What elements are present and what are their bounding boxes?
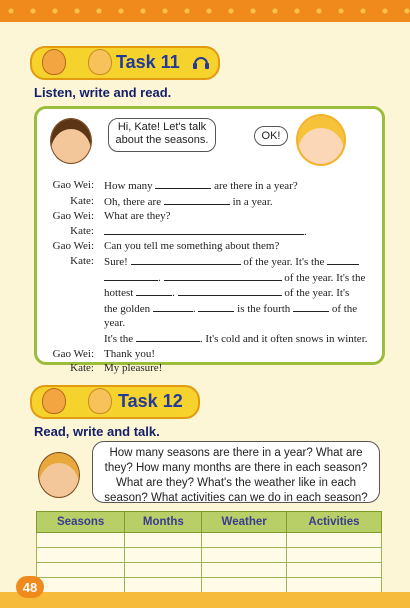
- line-text: What are they?: [104, 210, 171, 223]
- speaker-label: [40, 285, 104, 301]
- speaker-label: Gao Wei:: [52, 210, 94, 223]
- dialogue-line: [40, 209, 375, 224]
- table-row: [37, 563, 382, 578]
- answer-blank[interactable]: [104, 224, 304, 235]
- answer-blank[interactable]: [178, 285, 282, 296]
- line-text: Can you tell me something about them?: [104, 240, 280, 253]
- table-cell[interactable]: [37, 548, 125, 563]
- line-text: Thank you!: [104, 347, 156, 360]
- task12-header: [30, 385, 200, 419]
- task12-instruction: Read, write and talk.: [34, 424, 160, 439]
- table-cell[interactable]: [37, 578, 125, 593]
- table-cell[interactable]: [286, 548, 381, 563]
- table-header: Activities: [286, 512, 381, 533]
- table-cell[interactable]: [286, 563, 381, 578]
- table-cell[interactable]: [125, 548, 202, 563]
- answer-blank[interactable]: [164, 194, 230, 205]
- line-text: Oh, there are in a year.: [104, 195, 273, 208]
- answer-blank[interactable]: [164, 270, 282, 281]
- bottom-decorative-bar: [0, 592, 410, 608]
- table-cell[interactable]: [125, 563, 202, 578]
- answer-blank[interactable]: [327, 254, 359, 265]
- table-row: [37, 578, 382, 593]
- task11-instruction: Listen, write and read.: [34, 85, 172, 100]
- kate-avatar: [296, 114, 346, 166]
- headphones-icon: [192, 54, 210, 70]
- line-text: Sure! of the year. It's the: [104, 254, 375, 270]
- table-cell[interactable]: [37, 533, 125, 548]
- table-row: [37, 548, 382, 563]
- table-cell[interactable]: [202, 563, 287, 578]
- line-text: .: [104, 224, 375, 240]
- dialogue-line: [40, 239, 375, 254]
- speaker-label: Kate:: [70, 224, 94, 237]
- dialogue-line: [40, 194, 375, 210]
- questions-speech-bubble: How many seasons are there in a year? What are they? How many months are there in each season? What are they? What's the weather like in each season? What activities can we do in each season?: [92, 441, 380, 503]
- dog-mascot-icon: [88, 388, 112, 414]
- line-text: How many are there in a year?: [104, 180, 298, 192]
- table-cell[interactable]: [286, 533, 381, 548]
- dialogue-line: [40, 285, 375, 301]
- speaker-label: Kate:: [70, 254, 94, 267]
- speaker-label: Kate:: [70, 194, 94, 207]
- boy-avatar: [38, 452, 80, 498]
- line-text: the golden . is the fourth of the year.: [104, 302, 358, 330]
- dialogue-line: [40, 254, 375, 270]
- speaker-label: Gao Wei:: [52, 179, 94, 191]
- dialogue-line: [40, 224, 375, 240]
- top-decorative-bar: [0, 0, 410, 22]
- table-cell[interactable]: [125, 578, 202, 593]
- answer-blank[interactable]: [104, 270, 158, 281]
- line-text: It's the . It's cold and it often snows in winter.: [104, 332, 368, 345]
- dog-mascot-icon: [88, 49, 112, 75]
- table-cell[interactable]: [125, 533, 202, 548]
- answer-blank[interactable]: [136, 331, 200, 342]
- table-row: [37, 533, 382, 548]
- gao-wei-avatar: [50, 118, 92, 164]
- dialogue-line: [40, 347, 375, 362]
- line-text: My pleasure!: [104, 362, 163, 375]
- dialogue-line: [40, 270, 375, 286]
- speaker-label: [40, 331, 104, 347]
- dialogue-line: [40, 361, 375, 376]
- task11-header: [30, 46, 220, 80]
- dialogue-text: [40, 178, 375, 376]
- page-number: 48: [16, 576, 44, 598]
- answer-blank[interactable]: [136, 285, 172, 296]
- kate-speech-bubble: OK!: [254, 126, 288, 146]
- line-text: . of the year. It's the: [104, 270, 375, 286]
- task12-title: Task 12: [118, 391, 183, 411]
- gao-wei-speech-bubble: Hi, Kate! Let's talk about the seasons.: [108, 118, 216, 152]
- task11-title: Task 11: [116, 52, 180, 72]
- table-cell[interactable]: [202, 578, 287, 593]
- dialogue-line: [40, 178, 375, 194]
- dialogue-line: [40, 331, 375, 347]
- dialogue-line: [40, 301, 375, 331]
- speaker-label: Gao Wei:: [52, 347, 94, 360]
- table-cell[interactable]: [286, 578, 381, 593]
- table-header: Seasons: [37, 512, 125, 533]
- speaker-label: [40, 270, 104, 286]
- answer-blank[interactable]: [155, 178, 211, 189]
- table-header: Months: [125, 512, 202, 533]
- answer-blank[interactable]: [198, 301, 234, 312]
- table-cell[interactable]: [37, 563, 125, 578]
- monkey-mascot-icon: [42, 388, 66, 414]
- line-text: hottest . of the year. It's: [104, 287, 350, 300]
- table-cell[interactable]: [202, 548, 287, 563]
- answer-blank[interactable]: [293, 301, 329, 312]
- answer-blank[interactable]: [131, 254, 241, 265]
- answer-blank[interactable]: [153, 301, 193, 312]
- speaker-label: Kate:: [70, 362, 94, 375]
- speaker-label: Gao Wei:: [52, 240, 94, 253]
- seasons-table: [36, 511, 382, 593]
- monkey-mascot-icon: [42, 49, 66, 75]
- table-cell[interactable]: [202, 533, 287, 548]
- speaker-label: [40, 301, 104, 331]
- table-header: Weather: [202, 512, 287, 533]
